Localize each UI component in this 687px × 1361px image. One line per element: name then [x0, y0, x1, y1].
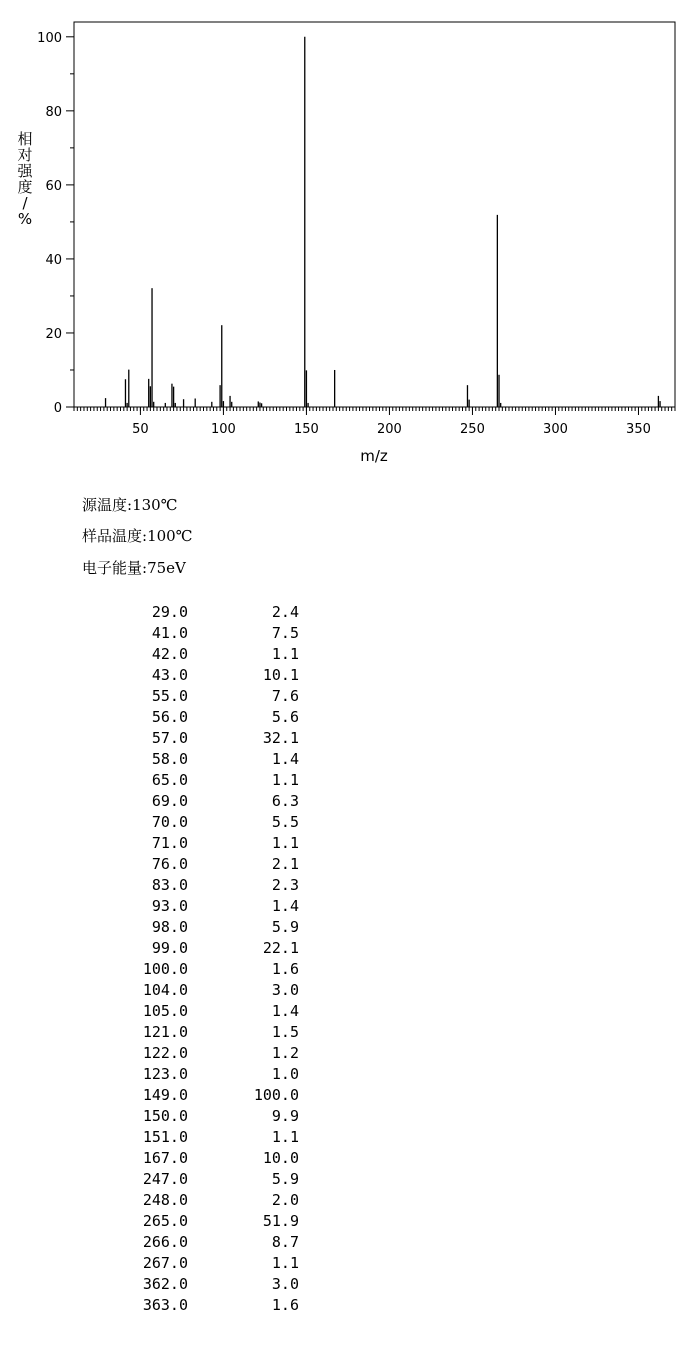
peak-mz: 167.0 [142, 1149, 188, 1167]
source-temperature [82, 496, 177, 514]
sample-temperature [82, 527, 192, 545]
peak-abundance: 2.4 [271, 603, 299, 621]
source-temperature-label: 源温度: [82, 496, 133, 514]
peak-abundance: 3.0 [271, 1275, 299, 1293]
peak-mz: 265.0 [142, 1212, 188, 1230]
peak-mz: 93.0 [151, 897, 188, 915]
peak-abundance: 5.5 [271, 813, 299, 831]
peak-abundance: 1.4 [271, 897, 299, 915]
peak-mz: 123.0 [142, 1065, 188, 1083]
peak-abundance: 1.1 [271, 834, 299, 852]
peak-mz: 56.0 [151, 708, 188, 726]
y-tick-label: 0 [53, 401, 62, 416]
peak-mz: 99.0 [151, 939, 188, 957]
peak-abundance: 1.0 [271, 1065, 299, 1083]
peak-abundance: 1.1 [271, 1254, 299, 1272]
peak-mz: 122.0 [142, 1044, 188, 1062]
peak-abundance: 2.0 [271, 1191, 299, 1209]
peak-mz: 149.0 [142, 1086, 188, 1104]
peak-mz: 83.0 [151, 876, 188, 894]
sample-temperature-label: 样品温度: [82, 527, 148, 545]
peak-abundance: 5.9 [271, 1170, 299, 1188]
peak-abundance: 1.5 [271, 1023, 299, 1041]
peak-abundance: 1.1 [271, 771, 299, 789]
peak-mz: 150.0 [142, 1107, 188, 1125]
y-axis-label-char: 相 [17, 130, 33, 148]
peak-mz: 98.0 [151, 918, 188, 936]
spectrum-peaks [106, 37, 661, 407]
x-minor-ticks [74, 407, 675, 411]
peak-mz: 247.0 [142, 1170, 188, 1188]
peak-abundance: 1.1 [271, 1128, 299, 1146]
peak-abundance: 2.1 [271, 855, 299, 873]
peak-abundance: 51.9 [262, 1212, 299, 1230]
y-axis-label-char: 强 [17, 162, 33, 180]
peak-abundance: 1.2 [271, 1044, 299, 1062]
y-axis-label [17, 130, 33, 228]
peak-abundance: 7.5 [271, 624, 299, 642]
peak-mz: 151.0 [142, 1128, 188, 1146]
peak-abundance: 2.3 [271, 876, 299, 894]
peak-mz: 105.0 [142, 1002, 188, 1020]
peak-mz: 65.0 [151, 771, 188, 789]
peak-abundance: 6.3 [271, 792, 299, 810]
peak-abundance: 8.7 [271, 1233, 299, 1251]
sample-temperature-value: 100℃ [147, 527, 193, 545]
x-major-ticks [132, 407, 651, 437]
peak-mz: 42.0 [151, 645, 188, 663]
peak-mz: 76.0 [151, 855, 188, 873]
x-tick-label: 50 [132, 422, 149, 437]
peak-abundance: 1.6 [271, 1296, 299, 1314]
y-tick-label: 20 [45, 326, 62, 342]
peak-mz: 104.0 [142, 981, 188, 999]
x-axis-label: m/z [360, 447, 388, 465]
peak-mz: 43.0 [151, 666, 188, 684]
peak-mz: 71.0 [151, 834, 188, 852]
peak-mz: 41.0 [151, 624, 188, 642]
y-tick-label: 60 [45, 178, 62, 194]
y-tick-label: 100 [37, 30, 62, 46]
x-tick-label: 200 [377, 422, 402, 437]
x-tick-label: 250 [460, 422, 485, 437]
mass-spectrum-chart [0, 0, 687, 480]
peak-abundance: 1.6 [271, 960, 299, 978]
y-tick-label: 80 [45, 104, 62, 120]
peak-abundance: 10.1 [262, 666, 299, 684]
peak-mz: 267.0 [142, 1254, 188, 1272]
peak-abundance: 5.6 [271, 708, 299, 726]
peak-abundance: 22.1 [262, 939, 299, 957]
electron-energy-value: 75eV [147, 559, 186, 577]
electron-energy [82, 559, 186, 577]
plot-frame [74, 22, 675, 407]
peak-mz: 55.0 [151, 687, 188, 705]
peak-mz: 100.0 [142, 960, 188, 978]
peak-mz: 266.0 [142, 1233, 188, 1251]
y-axis-ticks [37, 31, 74, 416]
peak-abundance: 32.1 [262, 729, 299, 747]
peak-abundance: 1.4 [271, 750, 299, 768]
peak-abundance: 100.0 [253, 1086, 299, 1104]
peak-mz: 121.0 [142, 1023, 188, 1041]
x-tick-label: 300 [543, 422, 568, 437]
peak-abundance: 1.1 [271, 645, 299, 663]
peak-mz: 69.0 [151, 792, 188, 810]
x-tick-label: 350 [626, 422, 651, 437]
y-axis-label-char: 度 [17, 178, 33, 196]
y-axis-label-char: 对 [17, 146, 33, 164]
peak-mz: 70.0 [151, 813, 188, 831]
peak-mz: 57.0 [151, 729, 188, 747]
peak-abundance: 10.0 [262, 1149, 299, 1167]
peak-abundance: 7.6 [271, 687, 299, 705]
peak-mz: 362.0 [142, 1275, 188, 1293]
peak-abundance: 1.4 [271, 1002, 299, 1020]
y-axis-label-char: % [17, 210, 33, 228]
peak-abundance: 5.9 [271, 918, 299, 936]
source-temperature-value: 130℃ [132, 496, 178, 514]
x-tick-label: 150 [294, 422, 319, 437]
y-tick-label: 40 [45, 252, 62, 268]
x-tick-label: 100 [211, 422, 236, 437]
electron-energy-label: 电子能量: [82, 559, 148, 577]
peak-abundance: 3.0 [271, 981, 299, 999]
peak-mz: 58.0 [151, 750, 188, 768]
peak-mz: 363.0 [142, 1296, 188, 1314]
y-axis-label-char: / [22, 194, 28, 212]
peak-mz: 248.0 [142, 1191, 188, 1209]
peak-mz: 29.0 [151, 603, 188, 621]
peak-abundance: 9.9 [271, 1107, 299, 1125]
